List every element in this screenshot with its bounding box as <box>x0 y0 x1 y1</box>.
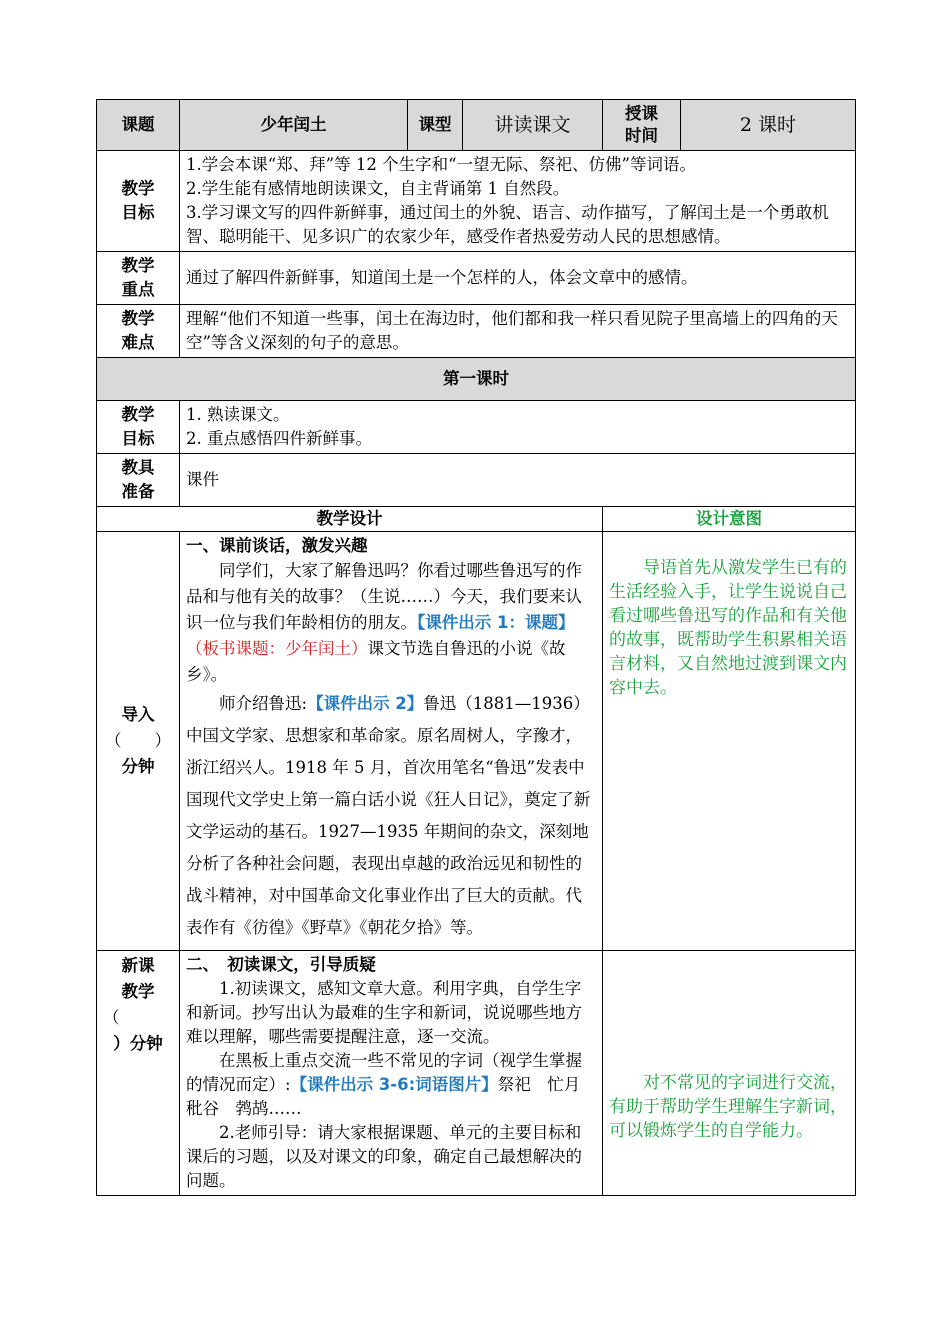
newlesson-paragraph-1: 1.初读课文，感知文章大意。利用字典，自学生字和新词。抄写出认为最难的生字和新词，说说哪些地方难以理解，哪些需要提醒注意，逐一交流。 <box>186 979 582 1046</box>
topic-label: 课题 <box>97 100 180 151</box>
newlesson-label-1: 新课 <box>121 956 155 975</box>
intro-content <box>180 532 603 951</box>
lesson1-goals-label-1: 教学 <box>121 405 155 424</box>
header-row <box>97 100 856 151</box>
newlesson-paragraph-2 <box>186 1049 596 1121</box>
difficulty-row <box>97 305 856 358</box>
tools-label <box>97 454 180 507</box>
intro-label <box>97 532 180 951</box>
tools-row <box>97 454 856 507</box>
intro-p1-text-d: 课文节选自鲁迅的小说《故乡》。 <box>186 639 566 684</box>
newlesson-heading: 二、 初读课文，引导质疑 <box>186 955 376 974</box>
newlesson-label-4: ）分钟 <box>113 1034 163 1053</box>
lesson1-goals-label-2: 目标 <box>121 429 155 448</box>
courseware-1-tag: 【课件出示 1：课题】 <box>417 613 575 632</box>
design-column-title: 教学设计 <box>97 507 603 532</box>
tools-label-1: 教具 <box>121 458 155 477</box>
focus-content: 通过了解四件新鲜事，知道闰土是一个怎样的人，体会文章中的感情。 <box>180 252 856 305</box>
courseware-3-6-tag: 【课件出示 3-6:词语图片】 <box>290 1075 498 1094</box>
time-label-1: 授课 <box>625 104 658 123</box>
intro-paragraph-2 <box>186 688 599 944</box>
focus-label-2: 重点 <box>121 280 155 299</box>
lesson1-title: 第一课时 <box>97 358 856 401</box>
newlesson-intent: 对不常见的字词进行交流，有助于帮助学生理解生字新词，可以锻炼学生的自学能力。 <box>603 951 856 1196</box>
lesson1-title-row <box>97 358 856 401</box>
goal-item: 2.学生能有感情地朗读课文，自主背诵第 1 自然段。 <box>186 179 570 198</box>
type-label: 课型 <box>408 100 463 151</box>
intro-row <box>97 532 856 951</box>
courseware-2-tag: 【课件出示 2】 <box>307 694 424 713</box>
focus-row <box>97 252 856 305</box>
board-title-tag: （板书课题：少年闰土） <box>186 639 368 658</box>
goals-label-1: 教学 <box>121 179 155 198</box>
lesson1-goals-row <box>97 401 856 454</box>
lesson-plan-table <box>96 99 856 1196</box>
lesson1-goal-item: 1. 熟读课文。 <box>186 405 290 424</box>
newlesson-row <box>97 951 856 1196</box>
difficulty-label-2: 难点 <box>121 333 155 352</box>
difficulty-content: 理解“他们不知道一些事，闰土在海边时，他们都和我一样只看见院子里高墙上的四角的天空”等含义深刻的句子的意思。 <box>180 305 856 358</box>
newlesson-p2-text-a: 在黑板上重点交流一些不常见的字词（视学生掌握的情况而定）: <box>186 1051 582 1094</box>
lesson-plan-page <box>96 99 855 1196</box>
focus-label <box>97 252 180 305</box>
intro-label-3: 分钟 <box>121 757 155 776</box>
lesson1-goals-content <box>180 401 856 454</box>
newlesson-paragraph-3: 2.老师引导：请大家根据课题、单元的主要目标和课后的习题，以及对课文的印象，确定自己最想解决的问题。 <box>186 1123 582 1190</box>
type-value: 讲读课文 <box>463 100 603 151</box>
intro-intent: 导语首先从激发学生已有的生活经验入手，让学生说说自己看过哪些鲁迅写的作品和有关他的故事，既帮助学生积累相关语言材料，又自然地过渡到课文内容中去。 <box>603 532 856 951</box>
time-label <box>603 100 681 151</box>
design-header-row <box>97 507 856 532</box>
intro-heading: 一、课前谈话，激发兴趣 <box>186 536 368 555</box>
time-value: 2 课时 <box>681 100 856 151</box>
intro-label-1: 导入 <box>121 705 155 724</box>
goal-item: 3.学习课文写的四件新鲜事，通过闰土的外貌、语言、动作描写，了解闰土是一个勇敢机智、聪明能干、见多识广的农家少年，感受作者热爱劳动人民的思想感情。 <box>186 203 829 246</box>
intro-p1-text-a: 同学们，大家了解鲁迅吗？你看过哪些鲁迅写的作品和与他有关的故事？（生说……）今天，我们要来认识一位与我们年龄相仿的朋友。 <box>186 561 582 632</box>
goals-row <box>97 151 856 252</box>
intro-p2-text-c: 鲁迅（1881—1936） 中国文学家、思想家和革命家。原名周树人，字豫才，浙江绍兴人。1918 年 5 月，首次用笔名“鲁迅”发表中国现代文学史上第一篇白话小说《狂人日记》，奠定了新文学运动的基石。1927—1935 年期间的杂文，深刻地分析了各种社会问题，表现出卓越的政治远见和韧性的战斗精神，对中国革命文化事业作出了巨大的贡献。代表作有《彷徨》《野草》《朝花夕拾》等。 <box>186 694 599 937</box>
newlesson-label-2: 教学 <box>121 982 155 1001</box>
goals-content <box>180 151 856 252</box>
intro-label-2: （ ） <box>105 731 171 750</box>
newlesson-content <box>180 951 603 1196</box>
time-label-2: 时间 <box>625 126 658 145</box>
newlesson-label <box>97 951 180 1196</box>
focus-label-1: 教学 <box>121 256 155 275</box>
lesson1-goal-item: 2. 重点感悟四件新鲜事。 <box>186 429 372 448</box>
intent-column-title: 设计意图 <box>603 507 856 532</box>
goal-item: 1.学会本课“郑、拜”等 12 个生字和“一望无际、祭祀、仿佛”等词语。 <box>186 155 696 174</box>
newlesson-label-3: （ <box>103 1008 120 1027</box>
topic-value: 少年闰土 <box>180 100 408 151</box>
newlesson-p2-words: 祭祀 忙月 秕谷 鹁鸪…… <box>186 1075 597 1118</box>
intro-p2-text-a: 师介绍鲁迅: <box>219 694 308 713</box>
lesson1-goals-label <box>97 401 180 454</box>
difficulty-label <box>97 305 180 358</box>
tools-label-2: 准备 <box>121 482 155 501</box>
tools-content: 课件 <box>180 454 856 507</box>
goals-label <box>97 151 180 252</box>
intro-paragraph-1 <box>186 558 596 688</box>
goals-label-2: 目标 <box>121 203 155 222</box>
difficulty-label-1: 教学 <box>121 309 155 328</box>
